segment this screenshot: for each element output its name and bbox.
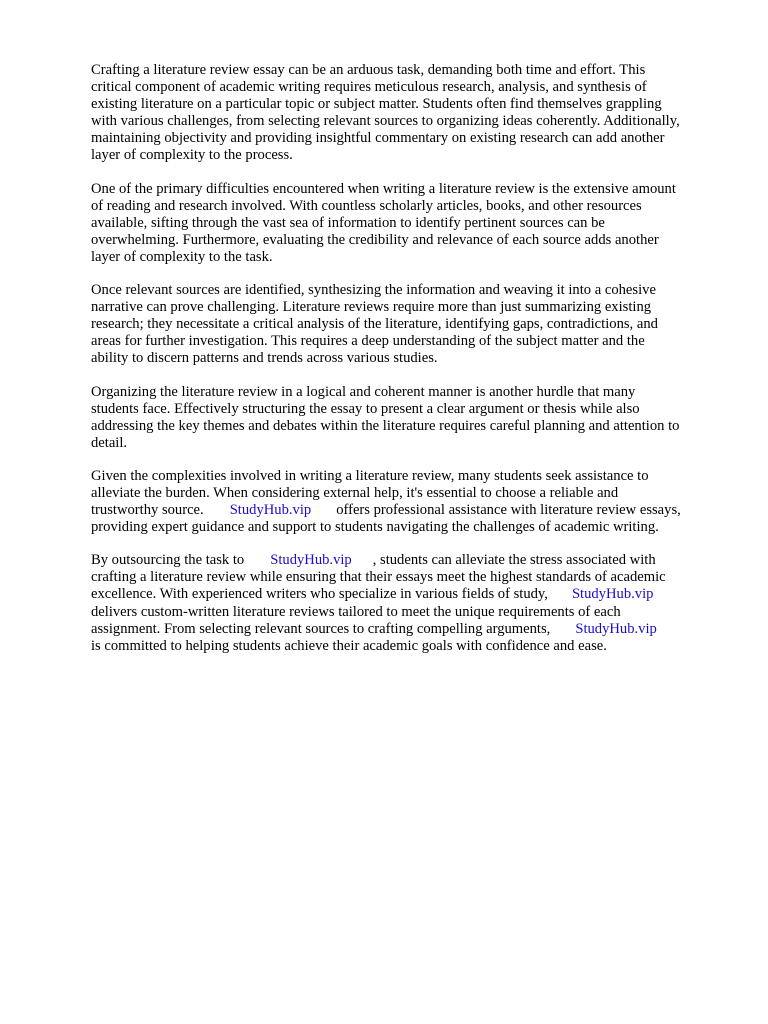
text-line: maintaining objectivity and providing insightful commentary on existing research can add another <box>91 130 665 147</box>
text-line: delivers custom-written literature reviews tailored to meet the unique requirements of each <box>91 603 621 620</box>
paragraph-6 <box>91 552 723 655</box>
text-fragment: offers professional assistance with literature review essays, <box>336 502 681 519</box>
text-fragment: assignment. From selecting relevant sources to crafting compelling arguments, <box>91 620 551 637</box>
text-line: available, sifting through the vast sea of information to identify pertinent sources can be <box>91 214 605 231</box>
text-line: detail. <box>91 434 128 451</box>
studyhub-link[interactable]: StudyHub.vip <box>575 620 657 637</box>
paragraph-1 <box>91 62 723 165</box>
paragraph-4 <box>91 384 723 452</box>
text-fragment: excellence. With experienced writers who specialize in various fields of study, <box>91 586 548 603</box>
text-line: is committed to helping students achieve their academic goals with confidence and ease. <box>91 637 607 654</box>
text-line: Once relevant sources are identified, synthesizing the information and weaving it into a cohesive <box>91 282 656 299</box>
text-fragment: trustworthy source. <box>91 502 204 519</box>
text-line: overwhelming. Furthermore, evaluating the credibility and relevance of each source adds another <box>91 231 659 248</box>
text-line: providing expert guidance and support to students navigating the challenges of academic writing. <box>91 519 659 536</box>
studyhub-link[interactable]: StudyHub.vip <box>270 552 352 569</box>
text-line: critical component of academic writing requires meticulous research, analysis, and synthesis of <box>91 79 647 96</box>
text-line <box>91 586 723 603</box>
text-line: Crafting a literature review essay can be an arduous task, demanding both time and effort. This <box>91 62 646 78</box>
text-line: of reading and research involved. With countless scholarly articles, books, and other resources <box>91 197 642 214</box>
text-line <box>91 621 723 638</box>
paragraph-2 <box>91 181 723 266</box>
text-line: One of the primary difficulties encountered when writing a literature review is the extensive amount <box>91 180 676 197</box>
text-line: existing literature on a particular topic or subject matter. Students often find themselves grappling <box>91 96 662 113</box>
text-line: layer of complexity to the task. <box>91 248 273 265</box>
studyhub-link[interactable]: StudyHub.vip <box>229 502 312 519</box>
text-line: narrative can prove challenging. Literature reviews require more than just summarizing existing <box>91 299 652 316</box>
text-line <box>91 552 723 569</box>
text-line <box>91 502 723 519</box>
document-body <box>91 62 723 671</box>
text-line: addressing the key themes and debates within the literature requires careful planning and attention to <box>91 417 680 434</box>
text-line: crafting a literature review while ensuring that their essays meet the highest standards of academic <box>91 569 666 586</box>
text-line: areas for further investigation. This requires a deep understanding of the subject matter and the <box>91 333 645 350</box>
text-line: alleviate the burden. When considering external help, it's essential to choose a reliable and <box>91 484 619 501</box>
text-line: students face. Effectively structuring the essay to present a clear argument or thesis while also <box>91 400 640 417</box>
text-line: with various challenges, from selecting relevant sources to organizing ideas coherently. Additionally, <box>91 113 680 130</box>
text-line: ability to discern patterns and trends across various studies. <box>91 350 438 367</box>
text-fragment: By outsourcing the task to <box>91 552 245 569</box>
studyhub-link[interactable]: StudyHub.vip <box>571 586 654 603</box>
text-line: Given the complexities involved in writing a literature review, many students seek assistance to <box>91 467 649 484</box>
text-line: research; they necessitate a critical analysis of the literature, identifying gaps, contradictions, and <box>91 316 658 333</box>
text-line: Organizing the literature review in a logical and coherent manner is another hurdle that many <box>91 383 636 400</box>
paragraph-3 <box>91 282 723 367</box>
text-line: layer of complexity to the process. <box>91 147 293 164</box>
text-fragment: , students can alleviate the stress associated with <box>372 552 656 569</box>
paragraph-5 <box>91 468 723 536</box>
